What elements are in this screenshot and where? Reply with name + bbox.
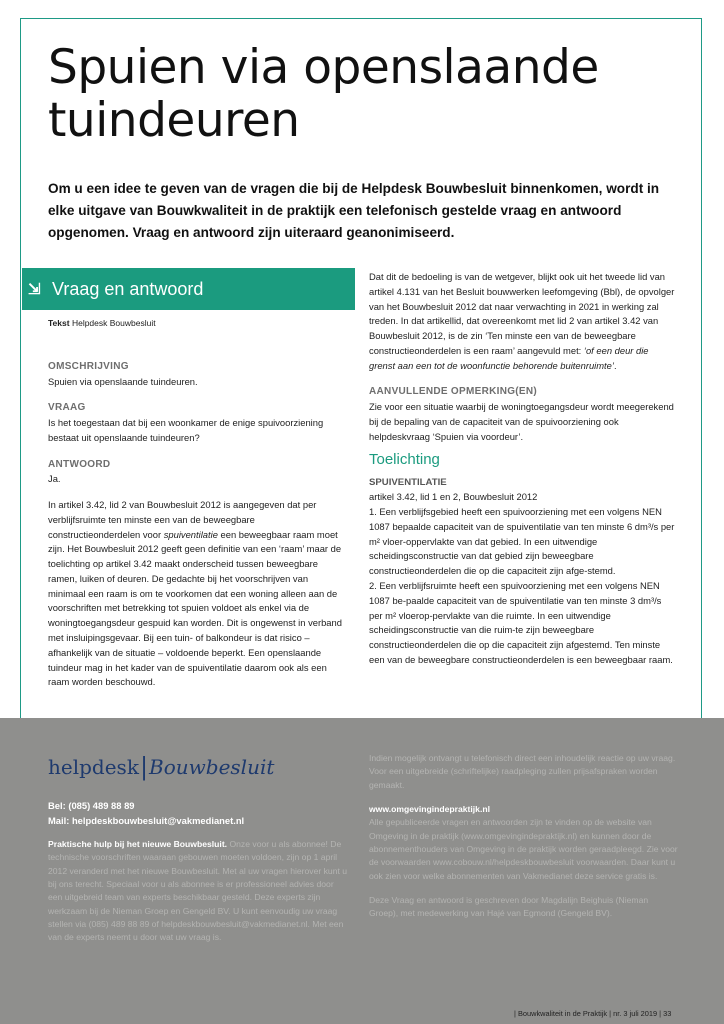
vraag-heading: VRAAG — [48, 402, 86, 414]
gray-right-p2: Alle gepubliceerde vragen en antwoorden zijn te vinden op de website van Omgeving in de praktijk (www.omgevingindepraktijk.nl) en kunnen door de abonnementhouders van Omgeving in de praktijk worden geraadpleegd. Zie voor de voorwaarden www.cobouw.nl/helpdeskbouwbesluit voorwaarden. Daar kunt u ook zien voor welke abonnementen van Vakmedianet deze service gratis is. — [369, 817, 678, 881]
credit-label: Tekst — [48, 318, 70, 328]
article-reference: artikel 3.42, lid 1 en 2, Bouwbesluit 2012 — [369, 491, 538, 503]
contact-email[interactable]: Mail: helpdeskbouwbesluit@vakmedianet.nl — [48, 814, 245, 826]
antwoord-heading: ANTWOORD — [48, 458, 111, 470]
spuiventilatie-heading: SPUIVENTILATIE — [369, 477, 447, 489]
qa-section-label: Vraag en antwoord — [52, 278, 204, 299]
bbl-paragraph: Dat dit de bedoeling is van de wetgever, blijkt ook uit het tweede lid van artikel 4.131 van het Besluit bouwwerken leefomgeving (Bbl), de opvolger van het Bouwbesluit 2012 dat naar verwachting in 2021 in werking zal treden. In dat artikellid, dat overeenkomt met lid 2 van artikel 3.42 van Bouwbesluit 2012, is de zin ‘Ten minste een van de beweegbare constructieonderdelen is een raam’ aangevuld met: ‘of een deur die grenst aan een tot de woonfunctie behorende buitenruimte’. — [369, 271, 675, 371]
aanvullend-heading: AANVULLENDE OPMERKING(EN) — [369, 386, 538, 398]
toelichting-heading: Toelichting — [369, 451, 440, 469]
qa-section-header — [22, 268, 355, 310]
antwoord-body: In artikel 3.42, lid 2 van Bouwbesluit 2012 is aangegeven dat per verblijfsruimte ten minste een van de beweegbare constructieonderdelen voor spuiventilatie een beweegbaar raam moet zijn. Het Bouwbesluit 2012 geeft geen definitie van een ‘raam’ maar de toelichting op artikel 3.42 maakt onderscheid tussen beweegbare ramen, luiken of deuren. De gedachte bij het voorschrijven van minimaal een raam is om te voorkomen dat een woning alleen aan de voorschriften met betrekking tot spuien voldoet als enkel via de woningtoegangsdeur gespuid kan worden. Dit is ongewenst in verband met insluipingsgevaar. Bij een tuin- of balkondeur is dat risico – afhankelijk van de situatie – voldoende beperkt. Een openslaande tuindeur mag in het kader van de spuiventilatie daarom ook als een raam worden beschouwd. — [48, 499, 342, 688]
author-credit — [48, 318, 156, 328]
left-column — [48, 359, 348, 690]
article-item-1: 1. Een verblijfsgebied heeft een spuivoorziening met een volgens NEN 1087 bepaalde capaciteit van de spuiventilatie van ten minste 6 dm³/s per m² vloer-oppervlakte van dat gebied. In een uitwendige scheidingsconstructie van dat gebied zijn beweegbare constructieonderdelen die op die capaciteit zijn afge-stemd. — [369, 506, 675, 577]
intro-text: Om u een idee te geven van de vragen die bij de Helpdesk Bouwbesluit binnenkomen, wordt in elke uitgave van Bouwkwaliteit in de praktijk een telefonisch gestelde vraag en antwoord opgenomen. Vraag en antwoord zijn uiteraard geanonimiseerd. — [48, 181, 660, 240]
gray-right-p1: Indien mogelijk ontvangt u telefonisch direct een inhoudelijk reactie op uw vraag. Voor een uitgebreide (schriftelijke) raadpleging zullen prijsafspraken worden gemaakt. — [369, 753, 676, 790]
contact-block — [48, 799, 244, 828]
gray-left-column — [48, 838, 348, 945]
gray-right-column — [369, 752, 679, 920]
gray-lead: Praktische hulp bij het nieuwe Bouwbesluit. — [48, 839, 228, 849]
article-item-2: 2. Een verblijfsruimte heeft een spuivoorziening met een volgens NEN 1087 be-paalde capaciteit van de spuiventilatie van ten minste 3 dm³/s per m² vloerop-pervlakte van die ruimte. In een uitwendige scheidingsconstructie van die ruim-te zijn beweegbare constructieonderdelen die op die capaciteit zijn afgestemd. Ten minste een van de beweegbare constructieonderdelen is een beweegbaar raam. — [369, 579, 673, 665]
aanvullend-text: Zie voor een situatie waarbij de woningtoegangsdeur wordt meegerekend bij de bepaling van de capaciteit van de spuivoorziening ook helpdeskvraag ‘Spuien via voordeur’. — [369, 401, 674, 442]
helpdesk-bouwbesluit-logo: helpdesk | Bouwbesluit — [48, 753, 275, 782]
omschrijving-text: Spuien via openslaande tuindeuren. — [48, 375, 198, 387]
vraag-text: Is het toegestaan dat bij een woonkamer de enige spuivoorziening bestaat uit openslaande tuindeuren? — [48, 417, 324, 443]
right-column — [369, 270, 677, 668]
gray-left-text: Onze voor u als abonnee! De technische voorschriften waaraan gebouwen moeten voldoen, zijn op 1 april 2012 veranderd met het nieuwe Bouwbesluit. Met al uw vragen hierover kunt u bij ons terecht. Speciaal voor u als abonnee is er professioneel advies door een uitgebreid team van experts beschikbaar gesteld. Deze experts zijn werkzaam bij de Nieman Groep en Gengeld BV. U kunt eenvoudig uw vraag stellen via (085) 489 88 89 of helpdeskbouwbesluit@vakmedianet.nl. Met een van de experts neemt u door wat uw vraag is. — [48, 839, 348, 943]
page-footer: | Bouwkwaliteit in de Praktijk | nr. 3 juli 2019 | 33 — [514, 1009, 672, 1018]
credit-author: Helpdesk Bouwbesluit — [71, 318, 156, 328]
antwoord-text: Ja. — [48, 473, 61, 485]
website-heading[interactable]: www.omgevingindepraktijk.nl — [369, 803, 490, 814]
qa-arrows-icon: ⇲ — [28, 281, 41, 298]
gray-right-p3: Deze Vraag en antwoord is geschreven door Magdalijn Beighuis (Nieman Groep), met medewerking van Hajé van Egmond (Gengeld BV). — [369, 894, 649, 919]
omschrijving-heading: OMSCHRIJVING — [48, 361, 129, 372]
contact-phone[interactable]: Bel: (085) 489 88 89 — [48, 800, 135, 811]
page-title: Spuien via openslaande tuindeuren — [48, 40, 599, 148]
